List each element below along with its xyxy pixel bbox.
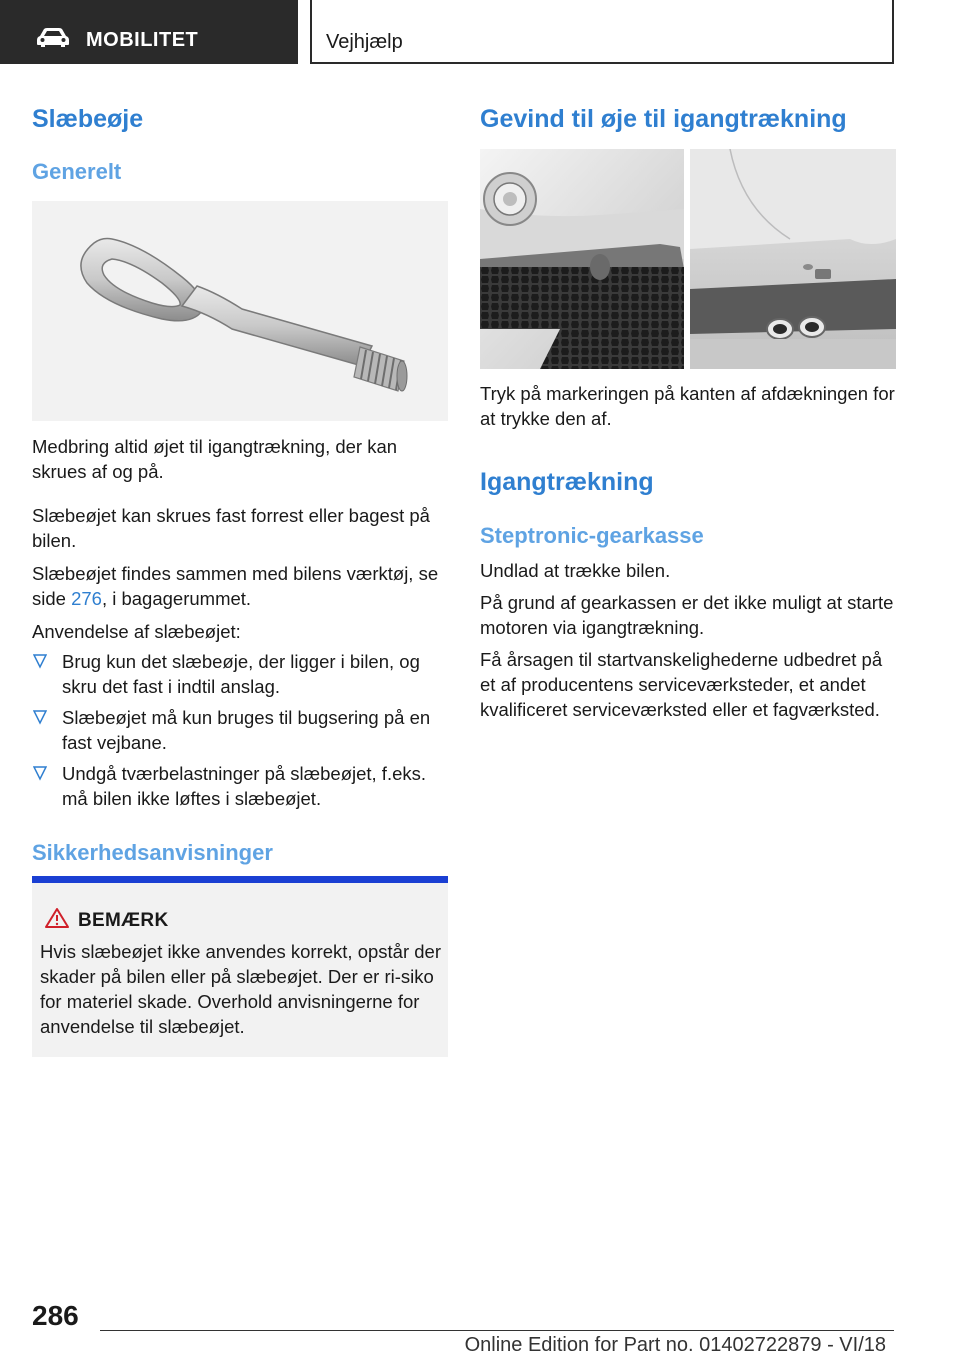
text-after-link: , i bagagerummet. (101, 588, 252, 609)
page-number: 286 (32, 1300, 79, 1331)
list-item-text: Brug kun det slæbeøje, der ligger i bilen, og skru det fast i indtil anslag. (62, 651, 420, 697)
section-title-jump-start: Igangtrækning (480, 468, 654, 496)
paragraph-repair-advice: Få årsagen til startvanskelighederne udbedret på et af producentens serviceværksteder, et andet kvalificeret serviceværksted eller et fagværksted. (480, 649, 883, 720)
paragraph-press-marking: Tryk på markeringen på kanten af afdækningen for at trykke den af. (480, 383, 895, 429)
subheading-safety: Sikkerhedsanvisninger (32, 840, 273, 865)
car-icon (36, 27, 70, 47)
subheading-general: Generelt (32, 159, 122, 184)
section-title-thread: Gevind til øje til igangtrækning (480, 105, 847, 133)
bullet-triangle-icon (33, 653, 47, 669)
notice-text: Hvis slæbeøjet ikke anvendes korrekt, opstår der skader på bilen eller på slæbeøjet. Der er ri-siko for materiel skade. Overhold anvisningerne for anvendelse til slæbeøjet. (40, 941, 442, 1037)
subheading-steptronic: Steptronic-gearkasse (480, 523, 704, 548)
bumper-photo (480, 149, 896, 369)
paragraph-usage-intro: Anvendelse af slæbeøjet: (32, 621, 241, 642)
section-title-tow-eye: Slæbeøje (32, 105, 144, 133)
list-item (32, 649, 448, 699)
list-item (32, 705, 448, 755)
bumper-figure (480, 149, 896, 369)
page-link-276[interactable]: 276 (71, 588, 102, 609)
usage-list (32, 649, 448, 817)
paragraph-tool-location (32, 561, 448, 611)
paragraph-mount-location: Slæbeøjet kan skrues fast forrest eller bagest på bilen. (32, 505, 430, 551)
tow-eye-figure (32, 201, 448, 421)
bullet-triangle-icon (33, 765, 47, 781)
warning-triangle-icon (44, 907, 70, 929)
footer-divider (100, 1330, 894, 1331)
chapter-label: Vejhjælp (326, 31, 403, 53)
notice-box (32, 876, 448, 1057)
text-before-link: Slæbeøjet findes sammen med bilens værktøj, se side (32, 563, 439, 609)
section-tab (0, 0, 298, 64)
paragraph-gearbox-reason: På grund af gearkassen er det ikke muligt at starte motoren via igangtrækning. (480, 592, 894, 638)
chapter-tab (310, 0, 894, 64)
section-label: MOBILITET (86, 29, 199, 51)
paragraph-do-not-tow: Undlad at trække bilen. (480, 560, 671, 581)
list-item-text: Undgå tværbelastninger på slæbeøjet, f.eks. må bilen ikke løftes i slæbeøjet. (62, 763, 427, 809)
list-item (32, 761, 448, 811)
tow-eye-illustration (32, 201, 448, 421)
bullet-triangle-icon (33, 709, 47, 725)
list-item-text: Slæbeøjet må kun bruges til bugsering på en fast vejbane. (62, 707, 431, 753)
paragraph-bring-eye: Medbring altid øjet til igangtrækning, der kan skrues af og på. (32, 436, 398, 482)
footer-edition: Online Edition for Part no. 01402722879 - VI/18 (464, 1334, 886, 1356)
notice-title: BEMÆRK (78, 910, 169, 931)
